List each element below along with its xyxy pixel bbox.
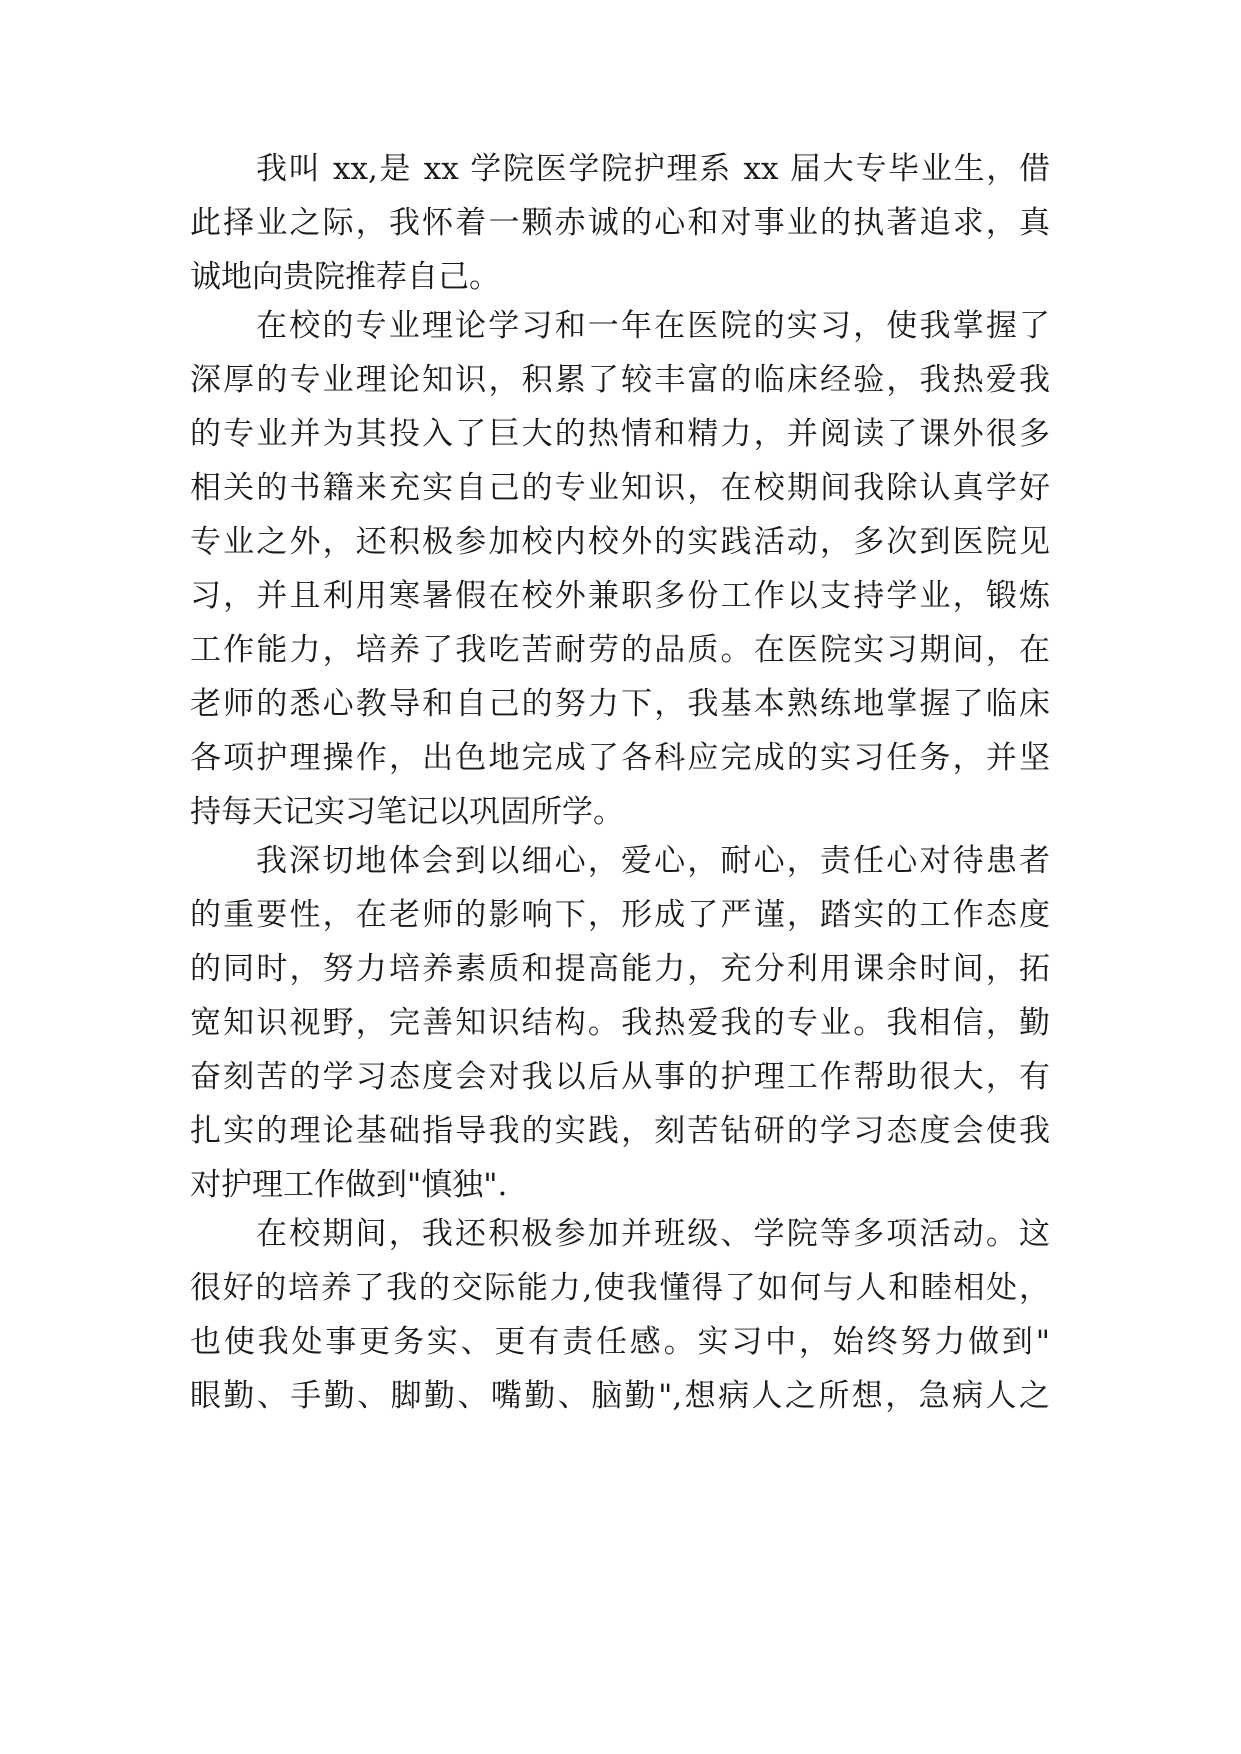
paragraph-1-line-2: 此择业之际，我怀着一颗赤诚的心和对事业的执著追求，真 — [190, 205, 1050, 241]
paragraph-3-line-6: 扎实的理论基础指导我的实践，刻苦钻研的学习态度会使我 — [190, 1113, 1050, 1149]
paragraph-2-line-10: 持每天记实习笔记以巩固所学。 — [190, 794, 624, 830]
paragraph-1-line-3: 诚地向贵院推荐自己。 — [190, 259, 500, 295]
paragraph-3-line-2: 的重要性，在老师的影响下，形成了严谨，踏实的工作态度 — [190, 897, 1050, 933]
paragraph-4-line-4: 眼勤、手勤、脚勤、嘴勤、脑勤",想病人之所想，急病人之 — [190, 1378, 1050, 1414]
paragraph-2-line-9: 各项护理操作，出色地完成了各科应完成的实习任务，并坚 — [190, 740, 1050, 776]
paragraph-4-line-3: 也使我处事更务实、更有责任感。实习中，始终努力做到" — [190, 1324, 1050, 1360]
paragraph-3-line-7: 对护理工作做到"慎独". — [190, 1167, 508, 1203]
paragraph-4-line-2: 很好的培养了我的交际能力,使我懂得了如何与人和睦相处， — [190, 1270, 1050, 1306]
paragraph-3-line-4: 宽知识视野，完善知识结构。我热爱我的专业。我相信，勤 — [190, 1005, 1050, 1041]
paragraph-2-line-7: 工作能力，培养了我吃苦耐劳的品质。在医院实习期间，在 — [190, 632, 1050, 668]
paragraph-2-line-3: 的专业并为其投入了巨大的热情和精力，并阅读了课外很多 — [190, 416, 1050, 452]
paragraph-2-line-1: 在校的专业理论学习和一年在医院的实习，使我掌握了 — [256, 308, 1050, 344]
paragraph-3-line-3: 的同时，努力培养素质和提高能力，充分利用课余时间，拓 — [190, 951, 1050, 987]
paragraph-2-line-2: 深厚的专业理论知识，积累了较丰富的临床经验，我热爱我 — [190, 362, 1050, 398]
paragraph-3-line-5: 奋刻苦的学习态度会对我以后从事的护理工作帮助很大，有 — [190, 1059, 1050, 1095]
paragraph-2-line-5: 专业之外，还积极参加校内校外的实践活动，多次到医院见 — [190, 524, 1050, 560]
paragraph-2-line-6: 习，并且利用寒暑假在校外兼职多份工作以支持学业，锻炼 — [190, 578, 1050, 614]
paragraph-3-line-1: 我深切地体会到以细心，爱心，耐心，责任心对待患者 — [256, 843, 1050, 879]
paragraph-1-line-1: 我叫 xx,是 xx 学院医学院护理系 xx 届大专毕业生，借 — [256, 151, 1050, 187]
paragraph-2-line-4: 相关的书籍来充实自己的专业知识，在校期间我除认真学好 — [190, 470, 1050, 506]
paragraph-2-line-8: 老师的悉心教导和自己的努力下，我基本熟练地掌握了临床 — [190, 686, 1050, 722]
paragraph-4-line-1: 在校期间，我还积极参加并班级、学院等多项活动。这 — [256, 1216, 1050, 1252]
